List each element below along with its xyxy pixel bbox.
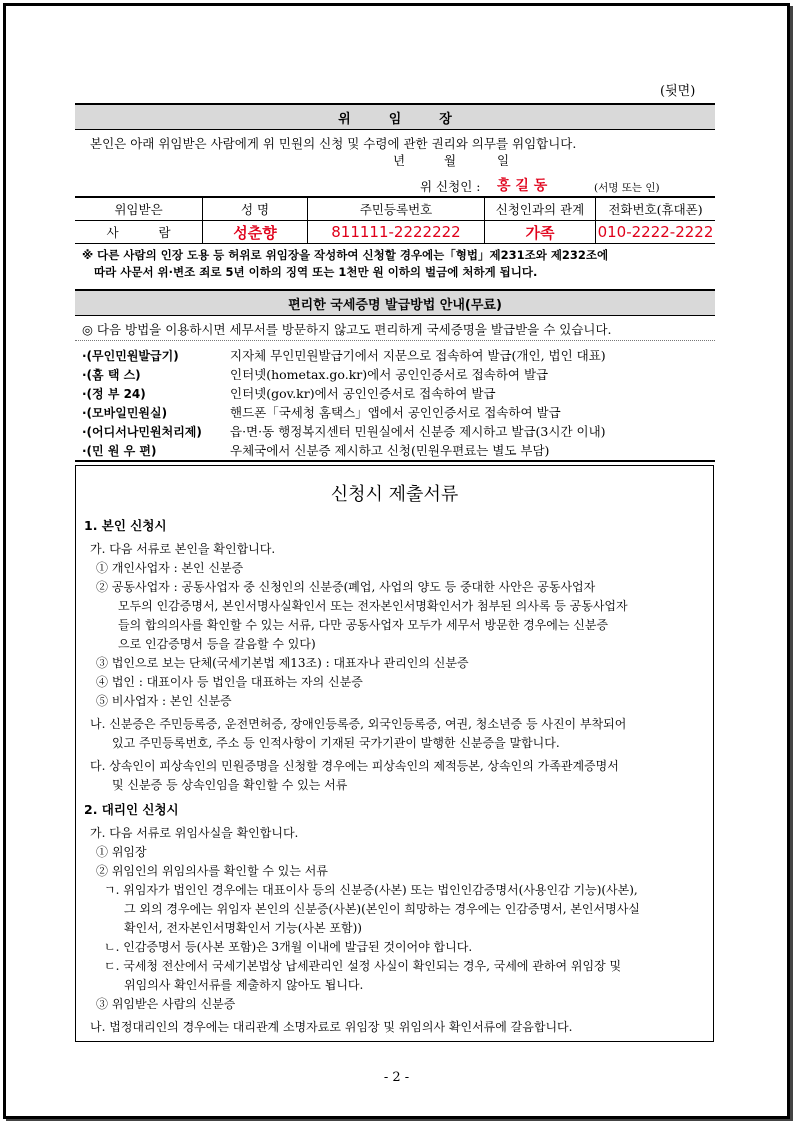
method-label: ·(무인민원발급기) [82, 349, 179, 363]
methods-intro: ◎ 다음 방법을 이용하시면 세무서를 방문하지 않고도 편리하게 국세증명을 발급받을 수 있습니다. [82, 322, 612, 337]
method-desc: 우체국에서 신분증 제시하고 신청(민원우편료는 별도 부담) [230, 443, 550, 458]
self-item-4: ④ 법인 : 대표이사 등 법인을 대표하는 자의 신분증 [96, 675, 363, 689]
method-label: ·(민 원 우 편) [82, 444, 157, 458]
method-item-mail [82, 441, 549, 459]
agent-n: ㄴ. 인감증명서 등(사본 포함)은 3개월 이내에 발급된 것이어야 합니다. [104, 940, 473, 954]
method-desc: 지자체 무인민원발급기에서 지문으로 접속하여 발급(개인, 법인 대표) [230, 348, 606, 363]
methods-divider [75, 340, 715, 341]
delegation-title-bar [75, 103, 715, 130]
agent-item-2: ② 위임인의 위임의사를 확인할 수 있는 서류 [96, 864, 328, 878]
methods-bottom-rule [75, 460, 715, 462]
section-agent-body [90, 824, 708, 1037]
self-na-line-1: 나. 신분증은 주민등록증, 운전면허증, 장애인등록증, 외국인등록증, 여권, 청소년증 등 사진이 부착되어 [90, 717, 627, 731]
method-label: ·(정 부 24) [82, 387, 146, 401]
date-year: 년 [393, 153, 406, 168]
self-na-line-2: 있고 주민등록번호, 주소 등 인적사항이 기재된 국가기관이 발행한 신분증을 말합니다. [112, 736, 560, 750]
self-item-2-line-1: ② 공동사업자 : 공동사업자 중 신청인의 신분증(폐업, 사업의 양도 등 중대한 사안은 공동사업자 [96, 580, 596, 594]
signature-note: (서명 또는 인) [594, 182, 660, 194]
agent-g-line-3: 확인서, 전자본인서명확인서 기능(사본 포함)) [124, 921, 362, 935]
header-name: 성 명 [203, 197, 308, 221]
self-item-2-line-3: 들의 합의의사를 확인할 수 있는 서류, 다만 공동사업자 모두가 세무서 방문한 경우에는 신분증 [118, 618, 609, 632]
self-item-2-line-4: 으로 인감증명서 등을 갈음할 수 있다) [118, 637, 316, 651]
method-item-kiosk [82, 346, 606, 364]
header-relation: 신청인과의 관계 [485, 197, 596, 221]
self-item-5: ⑤ 비사업자 : 본인 신분증 [96, 694, 232, 708]
self-item-1: ① 개인사업자 : 본인 신분증 [96, 561, 244, 575]
self-da-line-1: 다. 상속인이 피상속인의 민원증명을 신청할 경우에는 피상속인의 제적등본, 상속인의 가족관계증명서 [90, 759, 619, 773]
method-item-hometax [82, 365, 548, 383]
method-desc: 인터넷(gov.kr)에서 공인인증서로 접속하여 발급 [230, 386, 496, 401]
agent-d-line-1: ㄷ. 국세청 전산에서 국세기본법상 납세관리인 설정 사실이 확인되는 경우, 국세에 관하여 위임장 및 [104, 959, 622, 973]
agent-ga: 가. 다음 서류로 위임사실을 확인합니다. [90, 826, 299, 840]
agent-item-3: ③ 위임받은 사람의 신분증 [96, 997, 236, 1011]
delegate-relation-value[interactable]: 가족 [485, 221, 596, 244]
section-self-title: 1. 본인 신청시 [84, 518, 167, 533]
applicant-name[interactable]: 홍 길 동 [497, 178, 548, 194]
method-item-gov24 [82, 384, 496, 402]
warning-line-1: ※ 다른 사람의 인장 도용 등 허위로 위임장을 작성하여 신청할 경우에는「형법」제231조와 제232조에 [82, 248, 609, 262]
page-side-label: (뒷면) [660, 84, 696, 99]
method-label: ·(어디서나민원처리제) [82, 425, 202, 439]
section-agent-title: 2. 대리인 신청시 [84, 802, 179, 817]
method-item-mobile [82, 403, 561, 421]
date-day: 일 [497, 153, 510, 168]
delegate-row-label-top: 위임받은 [75, 197, 203, 221]
agent-g-line-1: ㄱ. 위임자가 법인인 경우에는 대표이사 등의 신분증(사본) 또는 법인인감증명서(사용인감 기능)(사본), [104, 883, 638, 897]
delegate-resident-number-value[interactable]: 811111-2222222 [308, 221, 485, 244]
method-item-anywhere [82, 422, 606, 440]
page-number: - 2 - [383, 1070, 410, 1085]
delegate-row-label-bottom: 사 람 [75, 221, 203, 244]
delegate-table [75, 196, 715, 244]
method-label: ·(홈 택 스) [82, 368, 141, 382]
applicant-label: 위 신청인 : [420, 179, 481, 194]
header-phone: 전화번호(휴대폰) [596, 197, 716, 221]
agent-na: 나. 법정대리인의 경우에는 대리관계 소명자료로 위임장 및 위임의사 확인서류에 갈음합니다. [90, 1020, 573, 1034]
warning-line-2: 따라 사문서 위·변조 죄로 5년 이하의 징역 또는 1천만 원 이하의 벌금에 처하게 됩니다. [94, 265, 538, 279]
delegation-title: 위임장 [338, 111, 490, 127]
self-item-2 [90, 578, 708, 654]
self-item-2-line-2: 모두의 인감증명서, 본인서명사실확인서 또는 전자본인서명확인서가 첨부된 의사록 등 공동사업자 [118, 599, 628, 613]
documents-title: 신청시 제출서류 [330, 484, 459, 505]
date-month: 월 [444, 153, 457, 168]
agent-g-line-2: 그 외의 경우에는 위임자 본인의 신분증(사본)(본인이 희망하는 경우에는 인감증명서, 본인서명사실 [124, 902, 640, 916]
self-da-line-2: 및 신분증 등 상속인임을 확인할 수 있는 서류 [112, 778, 348, 792]
agent-d-line-2: 위임의사 확인서류를 제출하지 않아도 됩니다. [124, 978, 364, 992]
header-resident-number: 주민등록번호 [308, 197, 485, 221]
method-desc: 핸드폰「국세청 홈택스」앱에서 공인인증서로 접속하여 발급 [230, 405, 561, 420]
delegate-name-value[interactable]: 성춘향 [203, 221, 308, 244]
section-self-body [90, 540, 708, 795]
self-item-3: ③ 법인으로 보는 단체(국세기본법 제13조) : 대표자나 관리인의 신분증 [96, 656, 469, 670]
method-desc: 인터넷(hometax.go.kr)에서 공인인증서로 접속하여 발급 [230, 367, 549, 382]
delegate-phone-value[interactable]: 010-2222-2222 [596, 221, 716, 244]
forgery-warning [82, 247, 712, 281]
agent-item-1: ① 위임장 [96, 845, 147, 859]
delegation-statement: 본인은 아래 위임받은 사람에게 위 민원의 신청 및 수령에 관한 권리와 의무를 위임합니다. [90, 136, 577, 151]
methods-title-bar [75, 289, 715, 316]
self-ga: 가. 다음 서류로 본인을 확인합니다. [90, 542, 276, 556]
methods-title: 편리한 국세증명 발급방법 안내(무료) [288, 297, 502, 313]
method-label: ·(모바일민원실) [82, 406, 168, 420]
method-desc: 읍·면·동 행정복지센터 민원실에서 신분증 제시하고 발급(3시간 이내) [230, 424, 606, 439]
